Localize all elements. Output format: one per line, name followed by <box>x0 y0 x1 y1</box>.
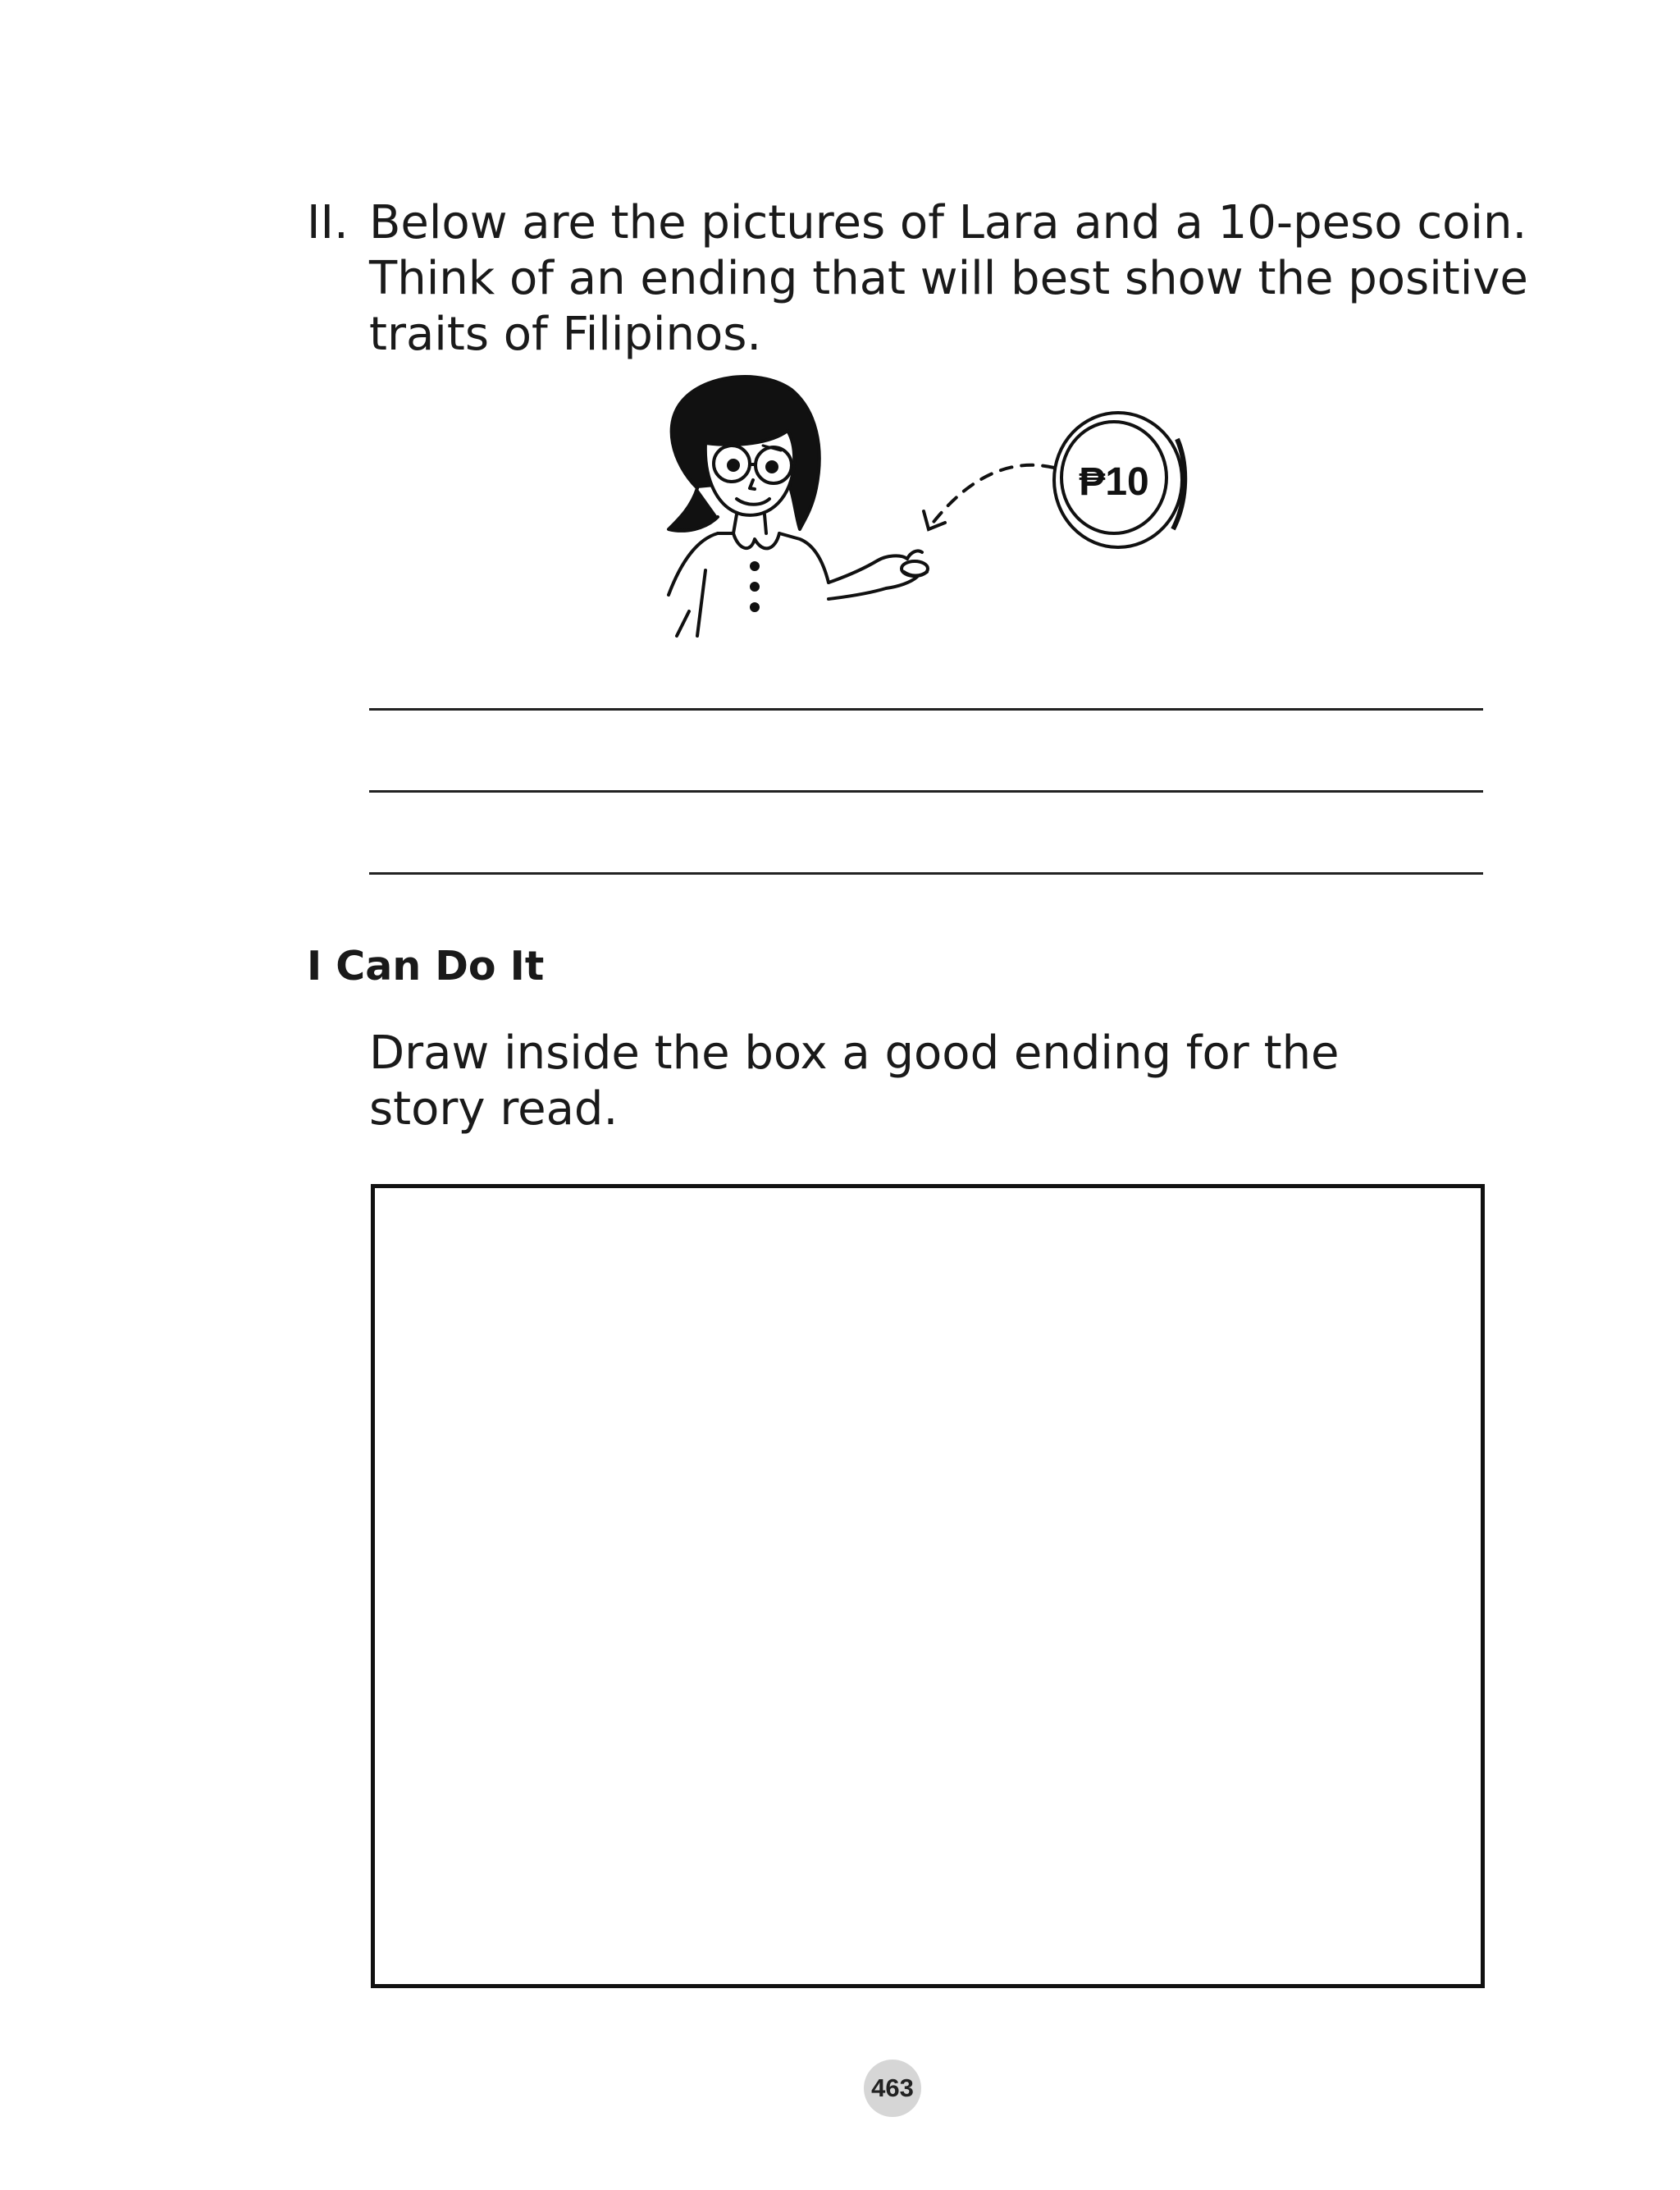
instruction-line: Think of an ending that will best show the positive <box>369 252 1528 305</box>
instruction-line: traits of Filipinos. <box>369 308 762 361</box>
answer-line[interactable] <box>369 872 1483 875</box>
section-heading: I Can Do It <box>307 943 545 990</box>
answer-line[interactable] <box>369 708 1483 711</box>
exercise-number: II. <box>307 196 349 249</box>
instruction-line: Draw inside the box a good ending for the <box>369 1026 1340 1080</box>
instruction-line: story read. <box>369 1082 619 1136</box>
exercise-instructions <box>369 195 1534 363</box>
girl-icon <box>669 377 928 636</box>
lara-and-coin-illustration <box>640 365 1230 656</box>
coin-label: ₱10 <box>1079 460 1149 504</box>
instruction-line: Below are the pictures of Lara and a 10-peso coin. <box>369 196 1527 249</box>
page-number: 463 <box>864 2060 921 2117</box>
answer-line[interactable] <box>369 790 1483 793</box>
coin-icon <box>1054 413 1185 547</box>
activity-instructions <box>369 1026 1518 1137</box>
arrow-icon <box>924 465 1054 529</box>
drawing-box[interactable] <box>371 1184 1485 1988</box>
